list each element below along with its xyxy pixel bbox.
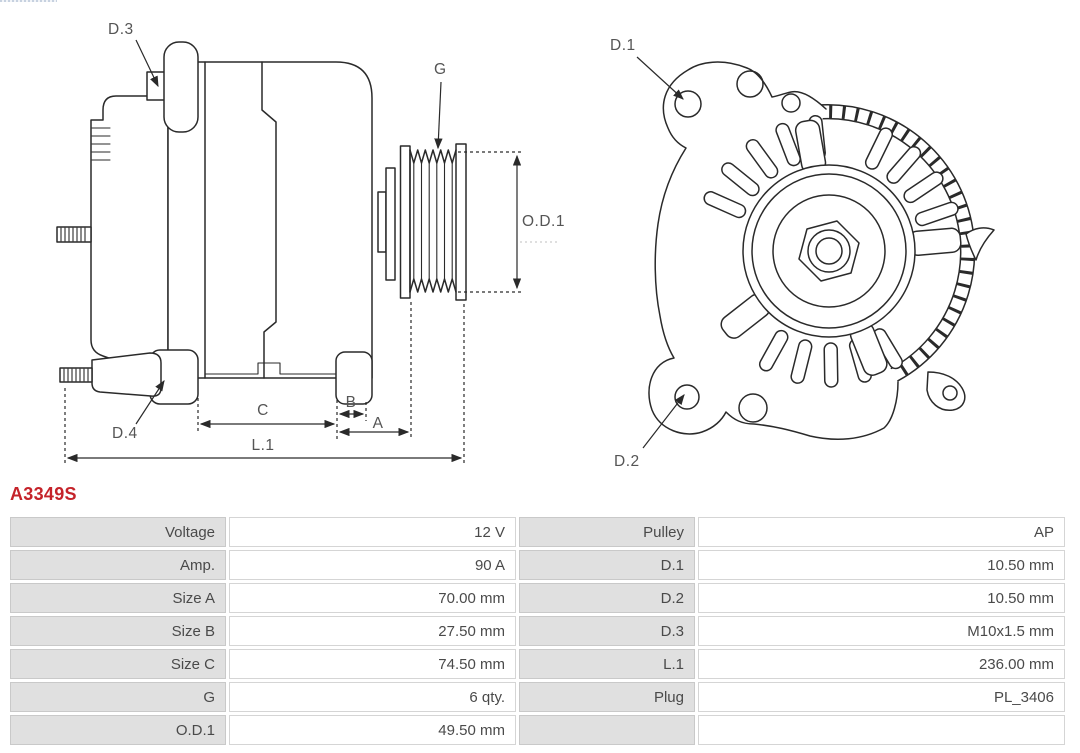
- spec-value: AP: [698, 517, 1065, 547]
- side-view: [57, 21, 565, 465]
- spec-label: Size B: [10, 616, 226, 646]
- label-g: G: [434, 61, 447, 78]
- label-a: A: [372, 415, 384, 432]
- spec-value: 49.50 mm: [229, 715, 516, 745]
- spec-label: D.2: [519, 583, 695, 613]
- spec-label: D.1: [519, 550, 695, 580]
- label-d1: D.1: [610, 37, 636, 54]
- spec-label: D.3: [519, 616, 695, 646]
- label-d4: D.4: [112, 425, 138, 442]
- label-c: C: [257, 402, 269, 419]
- spec-label: Size C: [10, 649, 226, 679]
- spec-value: 90 A: [229, 550, 516, 580]
- spec-value: 236.00 mm: [698, 649, 1065, 679]
- spec-label: [519, 715, 695, 745]
- spec-label: O.D.1: [10, 715, 226, 745]
- spec-label: Pulley: [519, 517, 695, 547]
- spec-label: Plug: [519, 682, 695, 712]
- spec-value: 27.50 mm: [229, 616, 516, 646]
- rear-view: [610, 37, 994, 470]
- spec-label: Size A: [10, 583, 226, 613]
- part-number: A3349S: [10, 484, 77, 504]
- spec-value: 6 qty.: [229, 682, 516, 712]
- label-l1: L.1: [251, 437, 275, 454]
- spec-label: L.1: [519, 649, 695, 679]
- spec-label: G: [10, 682, 226, 712]
- spec-value: 10.50 mm: [698, 550, 1065, 580]
- label-d2: D.2: [614, 453, 640, 470]
- spec-value: PL_3406: [698, 682, 1065, 712]
- spec-value: 12 V: [229, 517, 516, 547]
- spec-value: 10.50 mm: [698, 583, 1065, 613]
- spec-value: [698, 715, 1065, 745]
- label-od1: O.D.1: [522, 213, 565, 230]
- hub: [743, 165, 915, 337]
- spec-value: M10x1.5 mm: [698, 616, 1065, 646]
- spec-label: Voltage: [10, 517, 226, 547]
- label-d3: D.3: [108, 21, 134, 38]
- label-b: B: [345, 394, 357, 411]
- spec-table: [10, 517, 1065, 745]
- spec-value: 70.00 mm: [229, 583, 516, 613]
- spec-label: Amp.: [10, 550, 226, 580]
- spec-value: 74.50 mm: [229, 649, 516, 679]
